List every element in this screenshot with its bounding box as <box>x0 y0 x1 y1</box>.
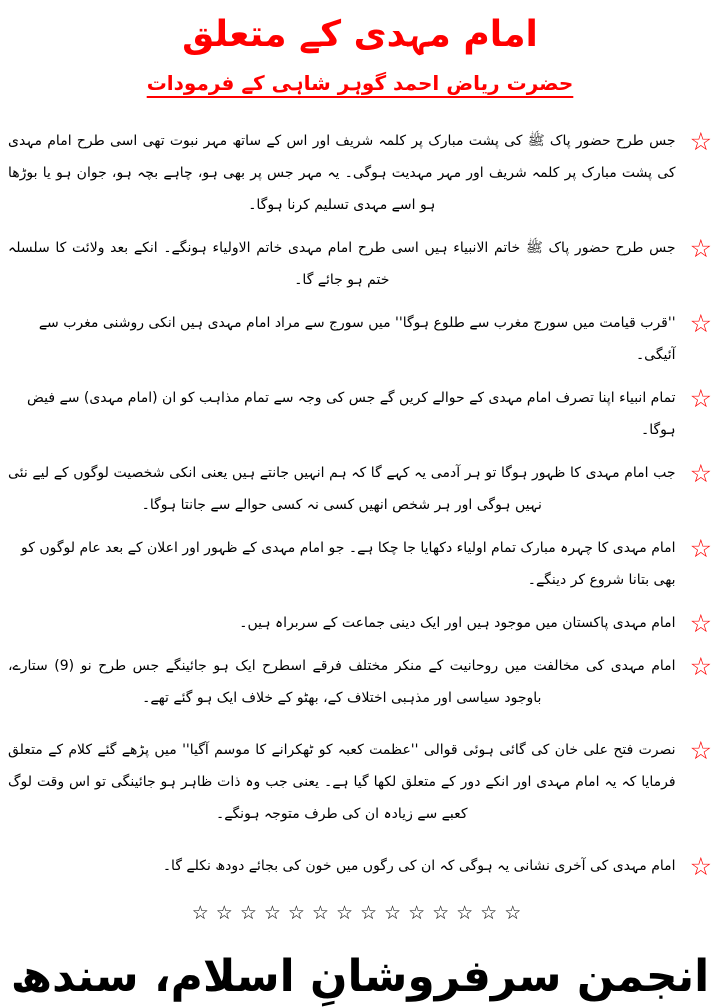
list-item <box>8 232 712 296</box>
organization-signature: انجمن سرفروشانِ اسلام، سندھ <box>10 950 710 1002</box>
list-item <box>8 307 712 371</box>
page-title: امام مہدی کے متعلق <box>182 14 538 55</box>
star-outline-icon: ☆ <box>689 233 712 263</box>
list-item <box>8 734 712 830</box>
star-outline-icon: ☆ <box>689 383 712 413</box>
saying-text: جب امام مہدی کا ظہور ہوگا تو ہر آدمی یہ کہے گا کہ ہم انہیں جانتے ہیں یعنی انکی شخصیت لوگوں کے لیے نئی نہیں ہوگی اور ہر شخص انھیں کسی نہ کسی حوالے سے جانتا ہوگا۔ <box>8 464 676 513</box>
list-item <box>8 382 712 446</box>
list-item <box>8 532 712 596</box>
star-outline-icon: ☆ <box>689 126 712 156</box>
saying-text: امام مہدی کی مخالفت میں روحانیت کے منکر مختلف فرقے اسطرح ایک ہو جائینگے جس طرح نو (9) ستارے، باوجود سیاسی اور مذہبی اختلاف کے، بھٹو کے خلاف ایک ہو گئے تھے۔ <box>8 657 676 706</box>
list-item <box>8 650 712 714</box>
saying-text: جس طرح حضور پاک ﷺ خاتم الانبیاء ہیں اسی طرح امام مہدی خاتم الاولیاء ہونگے۔ انکے بعد ولائت کا سلسلہ ختم ہو جائے گا۔ <box>8 239 676 288</box>
saying-text: نصرت فتح علی خان کی گائی ہوئی قوالی ''عظمت کعبہ کو ٹھکرانے کا موسم آگیا'' میں پڑھے گئے کلام کے متعلق فرمایا کہ یہ امام مہدی اور انکے دور کے متعلق لکھا گیا ہے۔ یعنی جب وہ ذات ظاہر ہو جائینگی تو اس وقت لوگ کعبے سے زیادہ ان کی طرف متوجہ ہونگے۔ <box>8 741 676 822</box>
saying-text: امام مہدی کی آخری نشانی یہ ہوگی کہ ان کی رگوں میں خون کی بجائے دودھ نکلے گا۔ <box>162 857 676 874</box>
saying-text: امام مہدی پاکستان میں موجود ہیں اور ایک دینی جماعت کے سربراہ ہیں۔ <box>239 614 676 631</box>
sayings-list <box>8 125 712 882</box>
list-item <box>8 457 712 521</box>
saying-text: ''قرب قیامت میں سورج مغرب سے طلوع ہوگا'' میں سورج سے مراد امام مہدی ہیں انکی روشنی مغرب سے آئیگی۔ <box>38 314 676 363</box>
star-outline-icon: ☆ <box>689 458 712 488</box>
saying-text: جس طرح حضور پاک ﷺ کی پشت مبارک پر کلمہ شریف اور اس کے ساتھ مہر نبوت تھی اسی طرح امام مہدی کی پشت مبارک پر کلمہ شریف اور مہر مہدیت ہوگی۔ یہ مہر جس پر بھی ہو، چاہے بچہ ہو، جوان ہو یا بوڑھا ہو اسے مہدی تسلیم کرنا ہوگا۔ <box>8 132 676 213</box>
star-outline-icon: ☆ <box>689 735 712 765</box>
star-outline-icon: ☆ <box>689 851 712 881</box>
star-outline-icon: ☆ <box>689 608 712 638</box>
list-item <box>8 125 712 221</box>
page-subtitle-text: حضرت ریاض احمد گوہر شاہی کے فرمودات <box>146 70 574 95</box>
saying-text: امام مہدی کا چہرہ مبارک تمام اولیاء دکھایا جا چکا ہے۔ جو امام مہدی کے ظہور اور اعلان کے بعد عام لوگوں کو بھی بتانا شروع کر دینگے۔ <box>21 539 676 588</box>
star-divider: ☆☆☆☆☆☆☆☆☆☆☆☆☆☆ <box>191 901 529 924</box>
star-outline-icon: ☆ <box>689 308 712 338</box>
star-outline-icon: ☆ <box>689 651 712 681</box>
saying-text: تمام انبیاء اپنا تصرف امام مہدی کے حوالے کریں گے جس کی وجہ سے تمام مذاہب کو ان (امام مہدی) سے فیض ہوگا۔ <box>26 389 676 438</box>
page-subtitle <box>8 71 712 95</box>
list-item <box>8 607 712 639</box>
star-outline-icon: ☆ <box>689 533 712 563</box>
list-item <box>8 850 712 882</box>
